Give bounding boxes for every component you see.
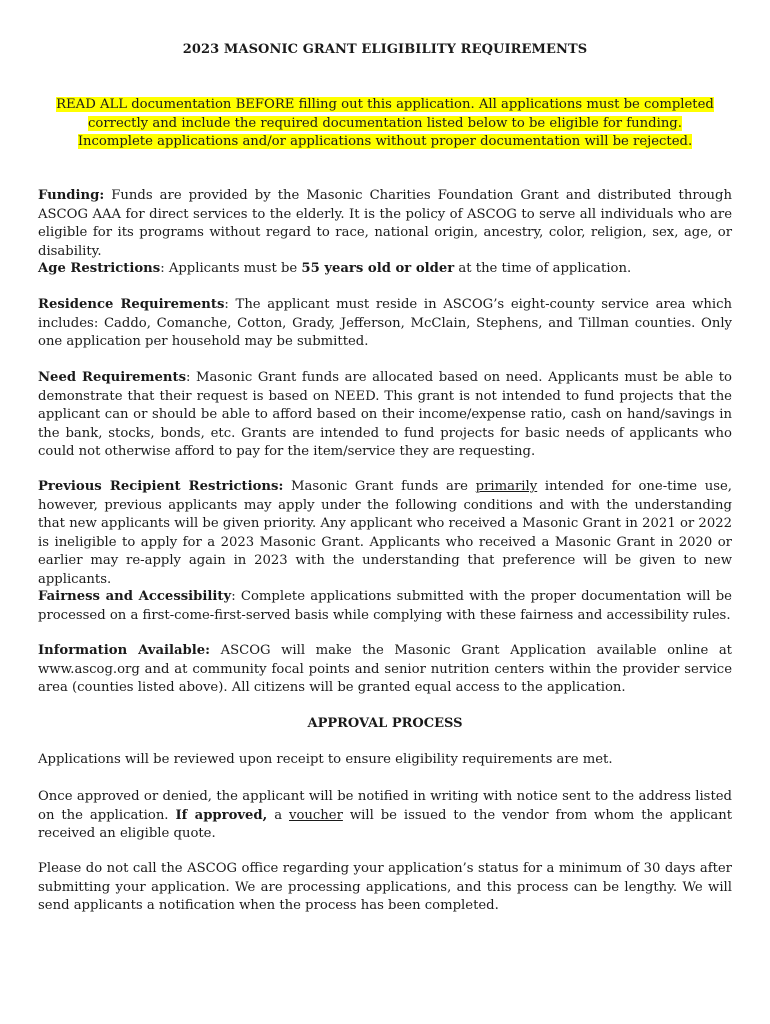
- need-paragraph: [38, 369, 732, 462]
- previous-text-before: Masonic Grant funds are: [283, 479, 476, 494]
- approval-paragraph-2: [38, 788, 732, 844]
- residence-paragraph: [38, 296, 732, 352]
- page-title: 2023 MASONIC GRANT ELIGIBILITY REQUIREMENTS: [182, 42, 588, 57]
- age-text-after: at the time of application.: [454, 261, 632, 276]
- approval-p2-mid: a: [267, 807, 290, 823]
- age-emphasis: 55 years old or older: [301, 261, 455, 276]
- fairness-label: Fairness and Accessibility: [38, 589, 232, 604]
- previous-recipient-paragraph: [38, 478, 732, 590]
- voucher-underlined: voucher: [289, 807, 343, 823]
- approval-p2-bold: If approved,: [175, 807, 268, 823]
- need-label: Need Requirements: [38, 370, 187, 385]
- highlighted-notice: [38, 96, 732, 152]
- previous-label: Previous Recipient Restrictions:: [38, 479, 284, 494]
- approval-paragraph-3: Please do not call the ASCOG office regarding your application’s status for a minimum of 30 days after submitting your application. We are processing applications, and this process can be lengthy. We will send applicants a notification when the process has been completed.: [38, 861, 732, 914]
- approval-p2-after: will be issued to the vendor from whom the applicant received an eligible quote.: [38, 807, 733, 842]
- approval-heading: APPROVAL PROCESS: [307, 716, 463, 731]
- age-text-before: : Applicants must be: [160, 261, 302, 276]
- previous-text-after: intended for one-time use, however, previous applicants may apply under the following conditions and with the understanding that new applicants will be given priority. Any applicant who received a Masonic Grant in 2021 or 2022 is ineligible to apply for a 2023 Masonic Grant. Applicants who received a Masonic Grant in 2020 or earlier may re-apply again in 2023 with the understanding that preference will be given to new applicants.: [38, 479, 732, 587]
- information-text: ASCOG will make the Masonic Grant Application available online at www.ascog.org and at community focal points and senior nutrition centers within the provider service area (counties listed above). All citizens will be granted equal access to the application.: [38, 643, 732, 696]
- residence-text: : The applicant must reside in ASCOG’s eight-county service area which includes: Caddo, Comanche, Cotton, Grady, Jefferson, McClain, Stephens, and Tillman counties. Only one application per household may be submitted.: [38, 297, 733, 350]
- notice-line-1: READ ALL documentation BEFORE filling out this application. All applications must be completed: [56, 97, 714, 112]
- funding-text: Funds are provided by the Masonic Charities Foundation Grant and distributed through ASCOG AAA for direct services to the elderly. It is the policy of ASCOG to serve all individuals who are eligible for its programs without regard to race, national origin, ancestry, color, religion, sex, age, or disability.: [38, 188, 732, 259]
- information-label: Information Available:: [38, 643, 211, 658]
- previous-underlined: primarily: [475, 479, 538, 494]
- need-text: : Masonic Grant funds are allocated based on need. Applicants must be able to demonstrate that their request is based on NEED. This grant is not intended to fund projects that the applicant can or should be able to afford based on their income/expense ratio, cash on hand/savings in the bank, stocks, bonds, etc. Grants are intended to fund projects for basic needs of applicants who could not otherwise afford to pay for the item/service they are requesting.: [38, 370, 732, 460]
- age-label: Age Restrictions: [38, 261, 161, 276]
- information-paragraph: [38, 642, 732, 698]
- fairness-text: : Complete applications submitted with the proper documentation will be processed on a first-come-first-served basis while complying with these fairness and accessibility rules.: [38, 589, 732, 623]
- notice-line-3: Incomplete applications and/or applications without proper documentation will be rejected.: [77, 134, 693, 149]
- residence-label: Residence Requirements: [38, 297, 225, 312]
- funding-paragraph: [38, 187, 732, 261]
- approval-p2-before: Once approved or denied, the applicant will be notified in writing with notice sent to the address listed on the application.: [38, 789, 732, 823]
- funding-label: Funding:: [38, 188, 105, 203]
- fairness-paragraph: [38, 588, 732, 625]
- notice-line-2: correctly and include the required documentation listed below to be eligible for funding.: [88, 115, 682, 131]
- approval-paragraph-1: Applications will be reviewed upon receipt to ensure eligibility requirements are met.: [38, 752, 613, 767]
- age-restrictions-paragraph: [38, 260, 732, 279]
